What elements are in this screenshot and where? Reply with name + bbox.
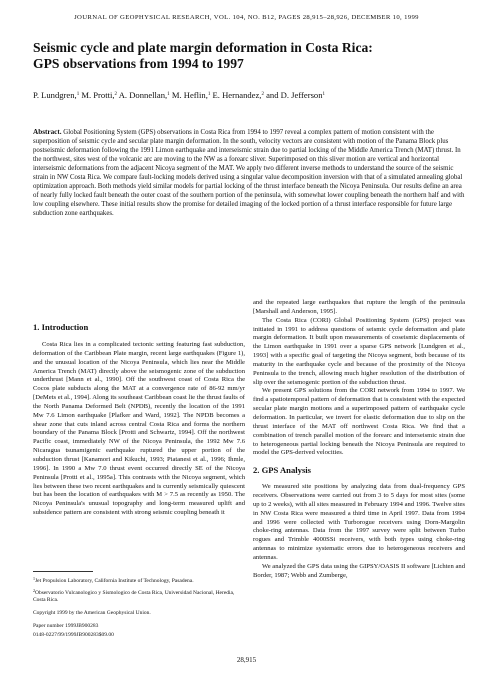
left-column [33,322,245,518]
abstract-label: Abstract. [33,128,62,136]
section-heading-gps-analysis: 2. GPS Analysis [253,465,312,476]
page-number: 28,915 [236,656,257,664]
paragraph: We present GPS solutions from the CORI network from 1994 to 1997. We find a spatiotemporal pattern of deformation that is consistent with the expected secular plate margin motions and a superimposed pattern of earthquake cycle deformation. In particular, we invert for elastic deformation due to slip on the thrust interface of the MAT off northwest Costa Rica. We find that a combination of trench parallel motion of the forearc and interseismic strain due to heterogeneous partial locking beneath the Nicoya Peninsula are required to model the GPS-derived velocities. [253,387,465,457]
paragraph: We analyzed the GPS data using the GIPSY/OASIS II software [Lichten and Border, 1987; Webb and Zumberge, [253,562,465,579]
running-head: JOURNAL OF GEOPHYSICAL RESEARCH, VOL. 104, NO. B12, PAGES 28,915–28,926, DECEMBER 10, 1999 [74,14,419,21]
footnotes [33,571,245,641]
title-line-1: Seismic cycle and plate margin deformation in Costa Rica: [33,40,373,55]
issn-code: 0148-0227/99/1999JB900283$09.00 [33,632,114,638]
footnote-affiliation-2: $^2$Observatorio Vulcanologico y Sismologico de Costa Rica, Universidad Nacional, Heredia, Costa Rica. [33,588,235,603]
footnote-affiliation-1: $^1$Jet Propulsion Laboratory, California Institute of Technology, Pasadena. [33,576,194,584]
paragraph: and the repeated large earthquakes that rupture the length of the peninsula [Marshall and Anderson, 1995]. [253,299,465,315]
title-line-2: GPS observations from 1994 to 1997 [33,56,244,71]
abstract [33,128,465,218]
author: and D. Jefferson$^1$ [266,90,326,100]
author: A. Donnellan,$^1$ [118,90,170,100]
author: P. Lundgren,$^1$ [33,90,80,100]
paper-number: Paper number 1999JB900283 [33,623,99,629]
author-list [33,90,473,100]
author: M. Heflin,$^1$ [171,90,211,100]
abstract-text: Global Positioning System (GPS) observations in Costa Rica from 1994 to 1997 reveal a complex pattern of motion consistent with the superposition of seismic cycle and secular plate margin deformation. In the south, velocity vectors are consistent with motion of the Panama Block plus postseismic deformation following the 1991 Limon earthquake and interseismic strain due to partial locking of the Middle America Trench (MAT) thrust. In the northwest, sites west of the volcanic arc are moving to the NW as a forearc sliver. Superimposed on this sliver motion are vertical and horizontal interseismic deformations from the adjacent Nicoya segment of the MAT. We apply two different inverse methods to understand the source of the seismic strain in NW Costa Rica. We compare fault-locking models derived using a singular value decomposition inversion with that of a simulated annealing global optimization approach. Both methods yield similar models for partial locking of the thrust interface beneath the Nicoya Peninsula. Our results define an area of nearly fully locked fault beneath the outer coast of the southern portion of the peninsula, with somewhat lower coupling beneath the northern half and with low coupling elsewhere. These initial results show the promise for detailed imaging of the locked portion of a thrust interface responsible for future large subduction zone earthquakes. [33,129,465,217]
paragraph: We measured site positions by analyzing data from dual-frequency GPS receivers. Observations were carried out from 3 to 5 days for most sites (some up to 2 weeks), with all sites measured in February 1994 and 1996. Twelve sites in NW Costa Rica were measured a third time in April 1997. Data from 1994 and 1996 were collected with Turborogue receivers using Dorn-Margolin choke-ring antennas. Data from the 1997 survey were split between Turbo rogues and Trimble 4000SSi receivers, with both types using choke-ring antennas to minimize systematic errors due to heterogeneous receivers and antennas. [253,483,465,561]
right-column [253,299,465,580]
author: E. Hernandez,$^2$ [212,90,264,100]
author: M. Protti,$^2$ [81,90,118,100]
article-title [33,40,473,72]
footnote-divider [33,571,93,572]
section-heading-introduction: 1. Introduction [33,322,89,332]
intro-paragraph: Costa Rica lies in a complicated tectonic setting featuring fast subduction, deformation of the Caribbean Plate margin, recent large earthquakes (Figure 1), and the unusual location of the Nicoya Peninsula, which lies near the Middle America Trench (MAT) directly above the seismogenic zone of the subduction underthrust [Mann et al., 1990]. Off the southwest coast of Costa Rica the Cocos plate subducts along the MAT at a convergence rate of 86-92 mm/yr [DeMets et al., 1994]. Along its southeast Caribbean coast lie the thrust faults of the North Panama Deformed Belt (NPDB), recently the location of the 1991 Mw 7.6 Limon earthquake [Plafker and Ward, 1992]. The NPDB becomes a shear zone that cuts inland across central Costa Rica and forms the northern boundary of the Panama Block [Protti and Schwartz, 1994]. Off the northwest Pacific coast, immediately NW of the Nicoya Peninsula, the 1992 Mw 7.6 Nicaragua tsunamigenic earthquake ruptured the upper portion of the subduction thrust [Kanamori and Kikuchi, 1993; Piatanesi et al., 1996; Ihmle, 1996]. In 1990 a Mw 7.0 thrust event occurred directly SE of the Nicoya Peninsula [Protti et al., 1995a]. This contrasts with the Nicoya segment, which lies between these two recent earthquakes and is currently seismically quiescent but has been the location of earthquakes with M > 7.5 as recently as 1950. The Nicoya Peninsula's unusual topography and long-term measured uplift and subsidence pattern are consistent with strong seismic coupling beneath it [33,341,245,517]
paragraph: The Costa Rica (CORI) Global Positioning System (GPS) project was initiated in 1991 to address questions of seismic cycle deformation and plate margin deformation. It built upon measurements of coseismic displacements of the Limon earthquake in 1991 over a sparse GPS network [Lundgren et al., 1993] with a specific goal of targeting the Nicoya segment, both because of its maturity in the earthquake cycle and because of the proximity of the Nicoya Peninsula to the trench, allowing much higher resolution of the distribution of slip over the seismogenic portion of the subduction thrust. [253,316,465,386]
copyright-notice: Copyright 1999 by the American Geophysical Union. [33,610,151,616]
